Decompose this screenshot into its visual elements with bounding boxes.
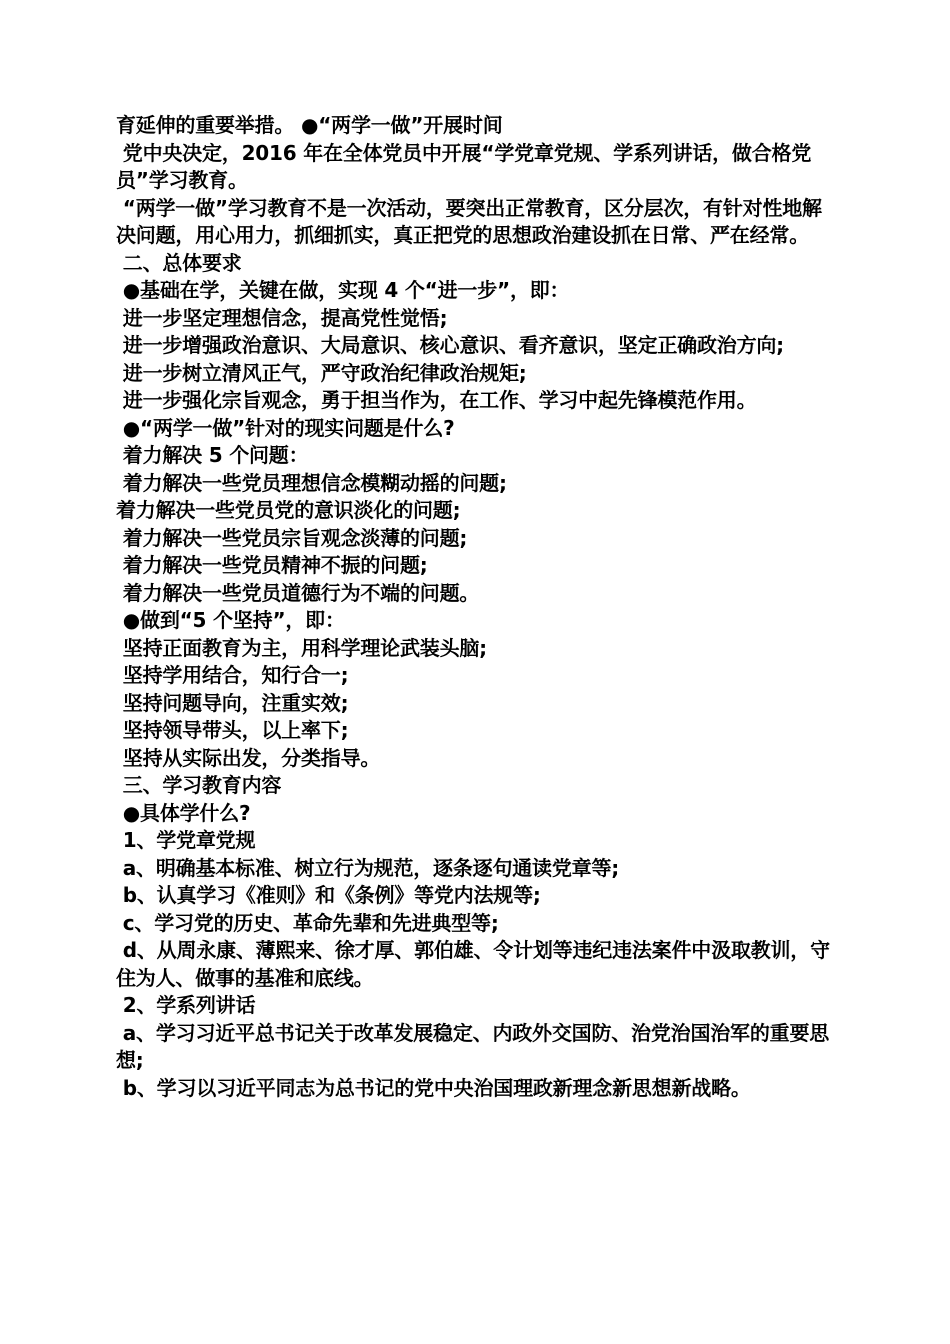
text-line: 着力解决一些党员宗旨观念淡薄的问题; (116, 525, 468, 550)
text-line: 坚持问题导向，注重实效; (116, 690, 349, 715)
text-line: 1、学党章党规 (116, 828, 256, 852)
text-line: ●做到“5 个坚持”，即： (116, 608, 345, 632)
text-line: 坚持正面教育为主，用科学理论武装头脑; (116, 635, 487, 660)
section-heading: 三、学习教育内容 (116, 773, 282, 797)
text-line: b、学习以习近平同志为总书记的党中央治国理政新理念新思想新战略。 (116, 1075, 751, 1100)
text-line: 进一步坚定理想信念，提高党性觉悟; (116, 305, 448, 330)
text-line: 坚持从实际出发，分类指导。 (116, 745, 381, 770)
text-line: 着力解决 5 个问题： (116, 443, 309, 467)
section-heading: 二、总体要求 (116, 250, 242, 275)
text-line: 育延伸的重要举措。 ●“两学一做”开展时间 (116, 113, 503, 137)
text-line: ●基础在学，关键在做，实现 4 个“进一步”，即： (116, 278, 570, 302)
text-line: c、学习党的历史、革命先辈和先进典型等; (116, 910, 499, 935)
text-line: 坚持领导带头，以上率下; (116, 718, 349, 742)
text-line: 进一步增强政治意识、大局意识、核心意识、看齐意识，坚定正确政治方向; (116, 333, 784, 357)
document-body (116, 112, 836, 1102)
text-line: 坚持学用结合，知行合一; (116, 663, 349, 687)
text-line: 进一步树立清风正气，严守政治纪律政治规矩; (116, 360, 527, 385)
text-line: 着力解决一些党员理想信念模糊动摇的问题; (116, 470, 507, 495)
text-line: ●具体学什么? (116, 800, 251, 825)
text-line: 党中央决定，2016 年在全体党员中开展“学党章党规、学系列讲话，做合格党员”学习教育。 (116, 140, 812, 192)
text-line: 着力解决一些党员党的意识淡化的问题; (116, 498, 461, 522)
text-line: d、从周永康、薄熙来、徐才厚、郭伯雄、令计划等违纪违法案件中汲取教训，守住为人、做事的基准和底线。 (116, 938, 830, 990)
text-line: ●“两学一做”针对的现实问题是什么? (116, 415, 455, 440)
text-line: 2、学系列讲话 (116, 993, 256, 1017)
text-line: 进一步强化宗旨观念，勇于担当作为，在工作、学习中起先锋模范作用。 (116, 388, 757, 412)
text-line: 着力解决一些党员精神不振的问题; (116, 553, 428, 577)
text-line: “两学一做”学习教育不是一次活动，要突出正常教育，区分层次，有针对性地解决问题，用心用力，抓细抓实，真正把党的思想政治建设抓在日常、严在经常。 (116, 195, 822, 247)
text-line: a、明确基本标准、树立行为规范，逐条逐句通读党章等; (116, 855, 620, 880)
text-line: a、学习习近平总书记关于改革发展稳定、内政外交国防、治党治国治军的重要思想; (116, 1020, 830, 1072)
text-line: b、认真学习《准则》和《条例》等党内法规等; (116, 883, 541, 907)
text-line: 着力解决一些党员道德行为不端的问题。 (116, 580, 480, 605)
